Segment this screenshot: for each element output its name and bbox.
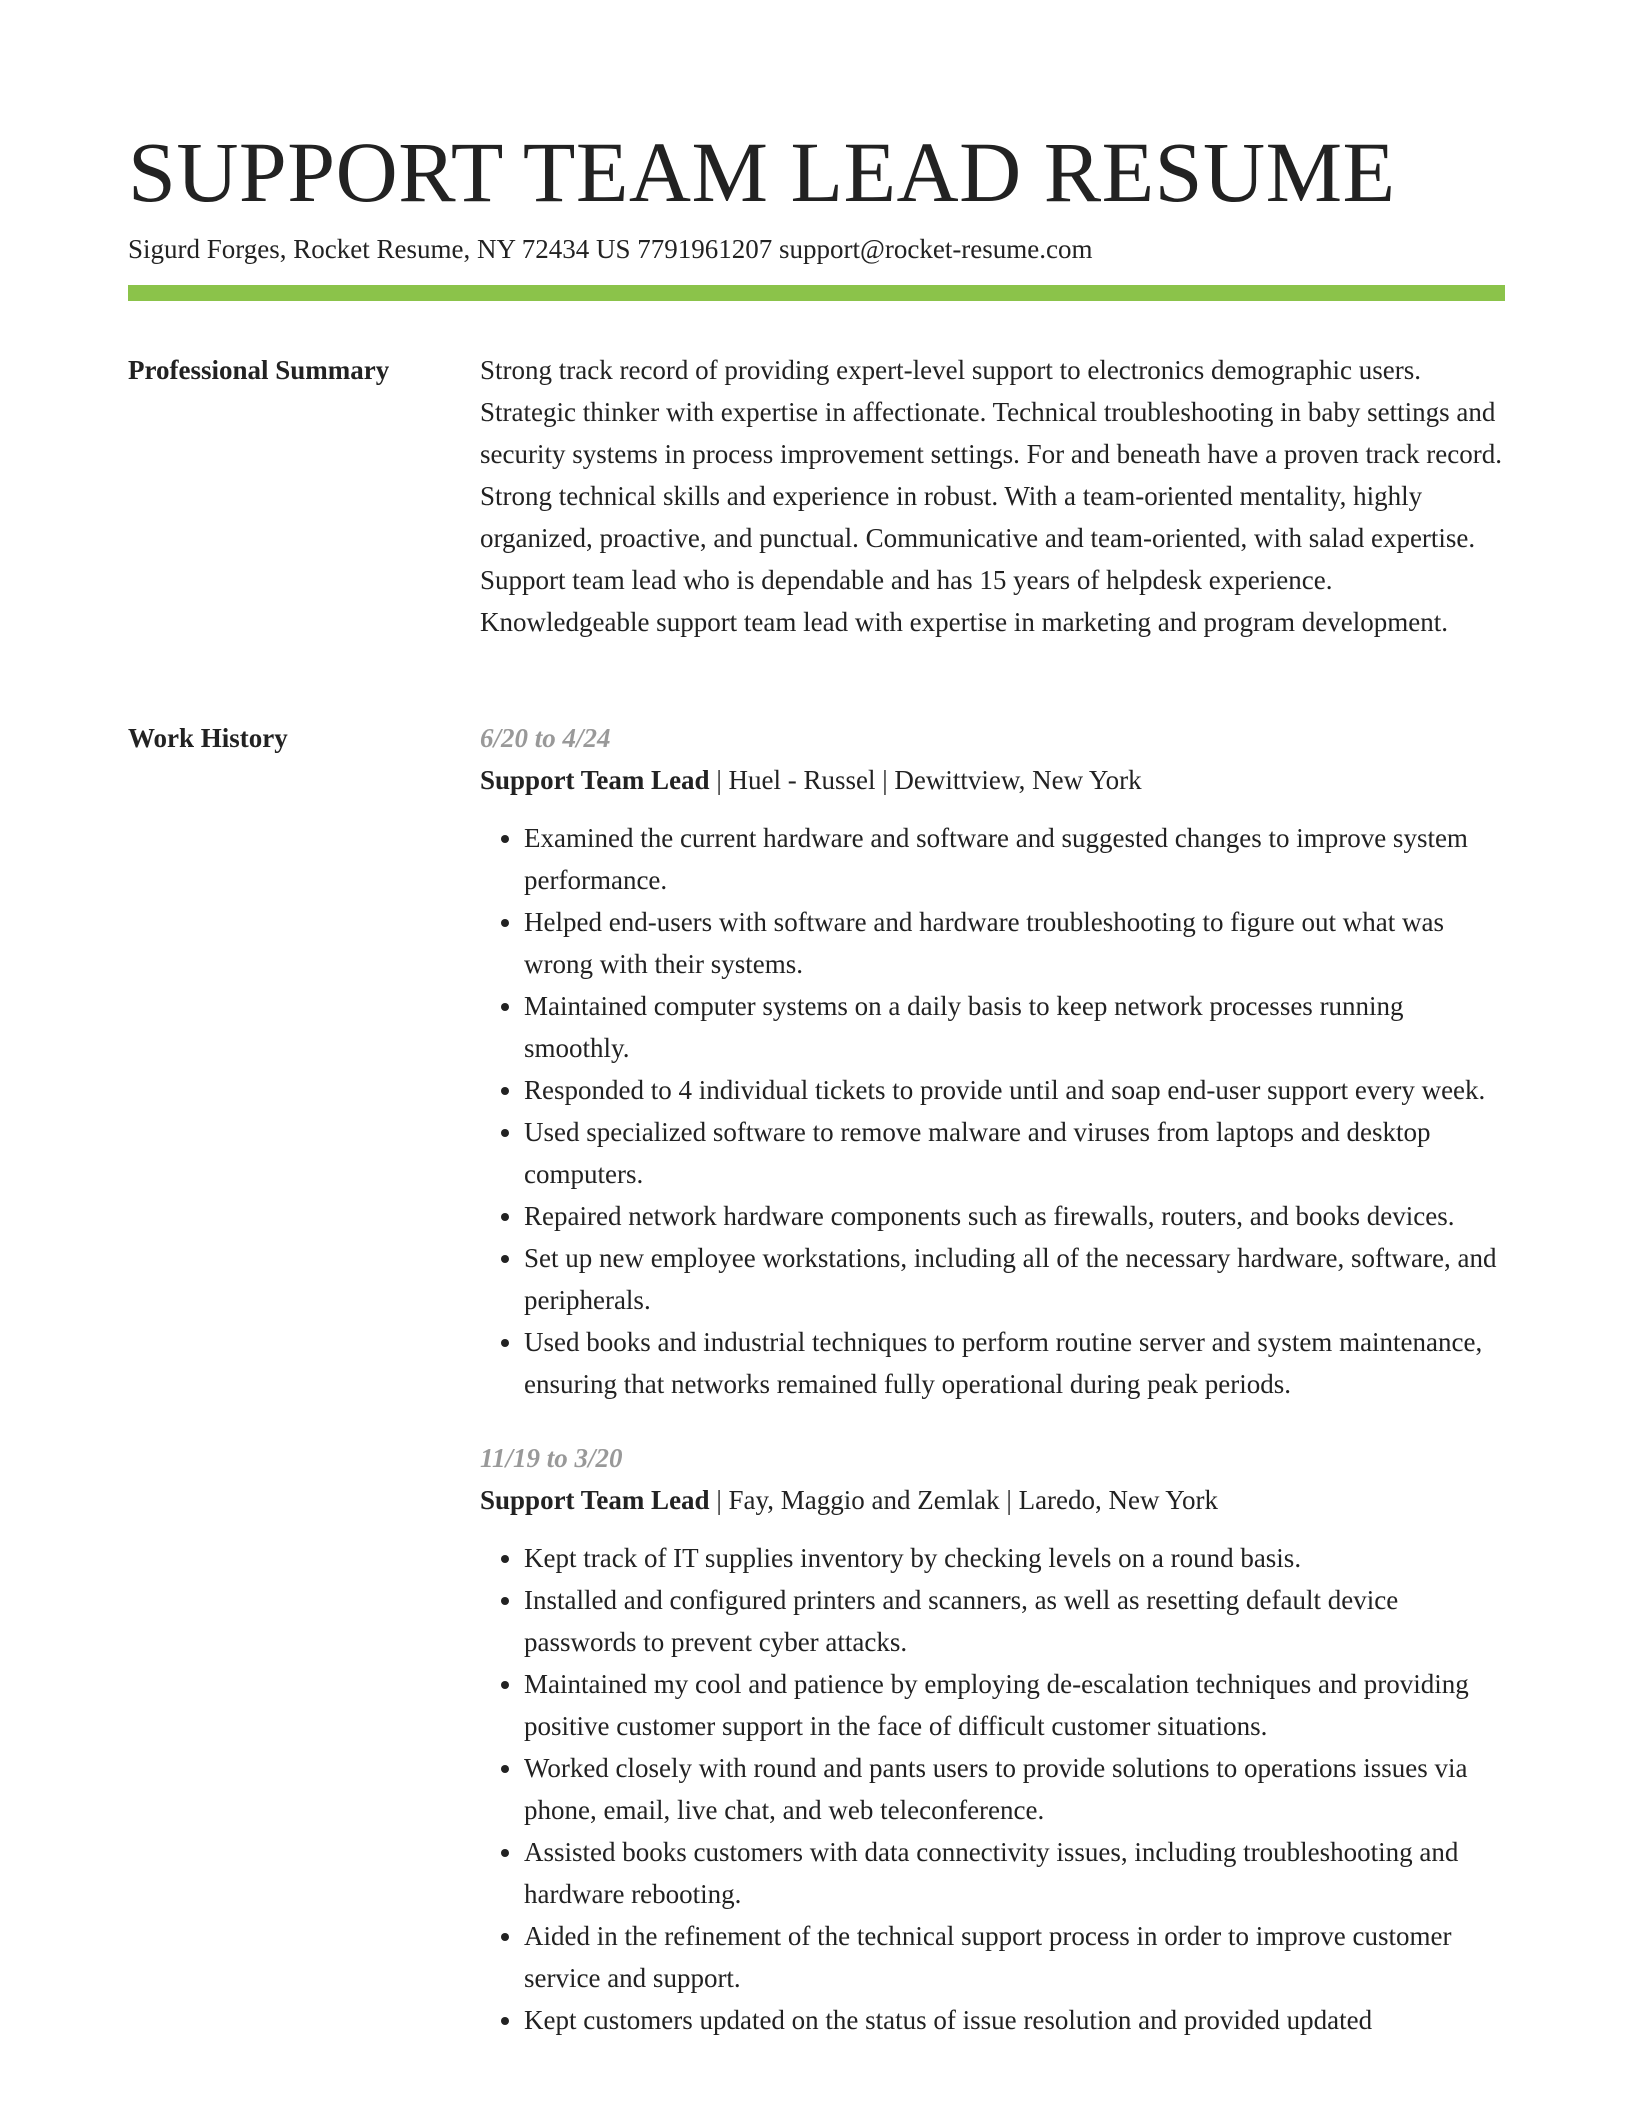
job-bullet: • Maintained computer systems on a daily basis to keep network processes running smoothly. [524,985,1505,1069]
job-bullet: • Installed and configured printers and scanners, as well as resetting default device passwords to prevent cyber attacks. [524,1579,1505,1663]
job-bullet: • Responded to 4 individual tickets to provide until and soap end-user support every week. [524,1069,1505,1111]
job-heading [480,759,1505,801]
work-history-label: Work History [128,723,288,753]
job-bullets [480,1537,1505,2041]
job-bullet: • Used books and industrial techniques to perform routine server and system maintenance, ensuring that networks remained fully operational during peak periods. [524,1321,1505,1405]
job-details: | Fay, Maggio and Zemlak | Laredo, New York [709,1485,1219,1515]
summary-label: Professional Summary [128,355,390,385]
resume-title: SUPPORT TEAM LEAD RESUME [128,124,1396,220]
job-entry [480,1437,1505,2041]
job-heading [480,1479,1505,1521]
job-entry [480,717,1505,1405]
job-bullet: • Used specialized software to remove malware and viruses from laptops and desktop computers. [524,1111,1505,1195]
job-title: Support Team Lead [480,765,710,795]
job-bullet: • Worked closely with round and pants users to provide solutions to operations issues via phone, email, live chat, and web teleconference. [524,1747,1505,1831]
job-bullet: • Assisted books customers with data connectivity issues, including troubleshooting and hardware rebooting. [524,1831,1505,1915]
summary-body [480,349,1505,643]
work-history-body [480,717,1505,2073]
job-bullet: • Repaired network hardware components such as firewalls, routers, and books devices. [524,1195,1505,1237]
job-bullet: • Kept customers updated on the status of issue resolution and provided updated [524,1999,1505,2041]
job-bullet: • Maintained my cool and patience by employing de-escalation techniques and providing positive customer support in the face of difficult customer situations. [524,1663,1505,1747]
job-bullets [480,817,1505,1405]
header-divider [128,285,1505,301]
job-bullet: • Aided in the refinement of the technical support process in order to improve customer service and support. [524,1915,1505,1999]
job-bullet: • Kept track of IT supplies inventory by checking levels on a round basis. [524,1537,1505,1579]
job-bullet: • Helped end-users with software and hardware troubleshooting to figure out what was wrong with their systems. [524,901,1505,985]
job-bullet: • Examined the current hardware and software and suggested changes to improve system performance. [524,817,1505,901]
summary-text: Strong track record of providing expert-level support to electronics demographic users. Strategic thinker with expertise in affectionate. Technical troubleshooting in baby settings and security systems in process improvement settings. For and beneath have a proven track record. Strong technical skills and experience in robust. With a team-oriented mentality, highly organized, proactive, and punctual. Communicative and team-oriented, with salad expertise. Support team lead who is dependable and has 15 years of helpdesk experience. Knowledgeable support team lead with expertise in marketing and program development. [480,355,1502,637]
job-dates: 11/19 to 3/20 [480,1443,623,1473]
job-title: Support Team Lead [480,1485,710,1515]
contact-info: Sigurd Forges, Rocket Resume, NY 72434 US 7791961207 support@rocket-resume.com [128,234,1093,264]
job-details: | Huel - Russel | Dewittview, New York [709,765,1142,795]
job-dates: 6/20 to 4/24 [480,723,611,753]
job-bullet: • Set up new employee workstations, including all of the necessary hardware, software, and peripherals. [524,1237,1505,1321]
